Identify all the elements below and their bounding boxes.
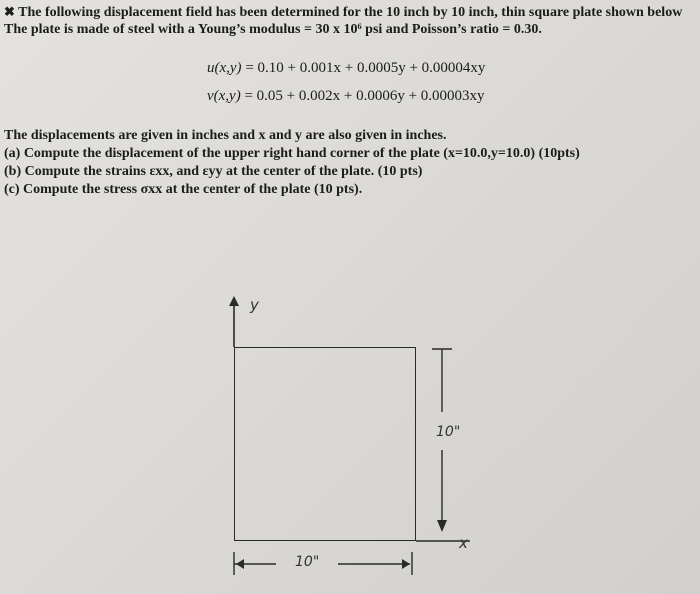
width-dim-arrow-left-icon — [236, 559, 244, 569]
height-dim-arrow-icon — [437, 520, 447, 532]
problem-mark-icon: ✖ — [4, 4, 15, 19]
x-axis-label: x — [459, 534, 468, 552]
problem-line-1: ✖ The following displacement field has been determined for the 10 inch by 10 inch, thin square plate shown below — [4, 4, 683, 20]
y-axis-label: y — [250, 296, 259, 314]
height-dimension-label: 10" — [436, 424, 461, 440]
question-part-c: (c) Compute the stress σxx at the center of the plate (10 pts). — [4, 182, 363, 197]
question-part-b: (b) Compute the strains εxx, and εyy at the center of the plate. (10 pts) — [4, 164, 423, 179]
question-part-a: (a) Compute the displacement of the upper right hand corner of the plate (x=10.0,y=10.0) (10pts) — [4, 146, 580, 161]
problem-line-2: The plate is made of steel with a Young’s modulus = 30 x 10⁶ psi and Poisson’s ratio = 0.30. — [4, 22, 542, 37]
equation-v: v(x,y) = 0.05 + 0.002x + 0.0006y + 0.00003xy — [207, 88, 485, 104]
equation-u: u(x,y) = 0.10 + 0.001x + 0.0005y + 0.00004xy — [207, 60, 486, 76]
units-note: The displacements are given in inches and x and y are also given in inches. — [4, 128, 447, 143]
width-dim-arrow-right-icon — [402, 559, 410, 569]
width-dimension-label: 10" — [295, 554, 320, 570]
y-axis-arrow-icon — [229, 296, 239, 306]
